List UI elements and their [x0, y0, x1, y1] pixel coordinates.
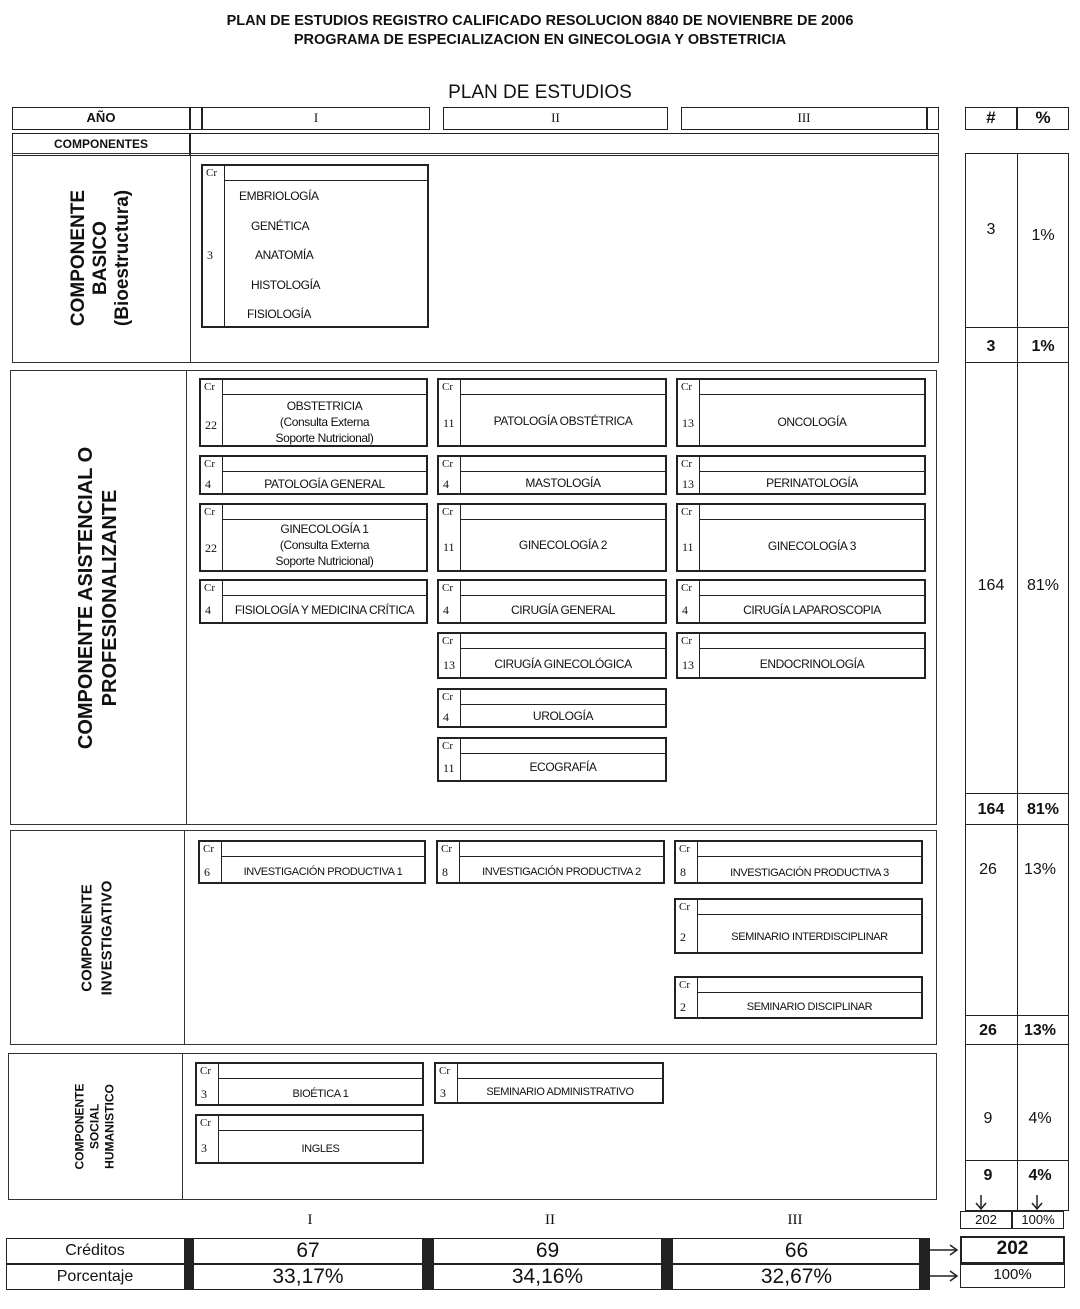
section-divider	[184, 830, 185, 1045]
cr-label: Cr	[679, 979, 690, 991]
total-credits: 202	[960, 1236, 1065, 1264]
course-basic-block	[201, 164, 429, 328]
course-name: SEMINARIO ADMINISTRATIVO	[486, 1086, 634, 1098]
cr-label: Cr	[206, 167, 217, 179]
course-credits: 4	[682, 603, 688, 617]
course-credits: 13	[682, 416, 694, 430]
course-box	[674, 898, 923, 954]
course-credits: 11	[443, 416, 455, 430]
course-box	[198, 840, 426, 884]
percent-year-1: 33,17%	[272, 1265, 344, 1288]
section-percent: 13%	[1023, 861, 1057, 878]
cr-label: Cr	[442, 506, 453, 518]
credits-year-3: 66	[784, 1239, 809, 1262]
cr-label: Cr	[679, 843, 690, 855]
grand-total-count: 202	[960, 1211, 1012, 1229]
course-credits: 4	[443, 603, 449, 617]
percent-year-2: 34,16%	[511, 1265, 584, 1288]
percent-label: Porcentaje	[56, 1268, 134, 1285]
course-box	[676, 632, 926, 679]
cr-label: Cr	[439, 1065, 450, 1077]
course-credits: 8	[680, 865, 686, 879]
course-name: EMBRIOLOGÍA	[239, 189, 319, 203]
course-credits: 13	[443, 658, 455, 672]
course-box	[437, 503, 667, 572]
course-box	[437, 688, 667, 728]
totals-year-3-label: III	[787, 1212, 803, 1228]
section-divider	[186, 370, 187, 825]
course-credits: 13	[682, 658, 694, 672]
course-credits: 6	[204, 865, 210, 879]
course-name: OBSTETRICIA (Consulta Externa Soporte Nutricional)	[275, 399, 374, 445]
course-name: SEMINARIO DISCIPLINAR	[746, 1001, 873, 1013]
document-title-line-2: PROGRAMA DE ESPECIALIZACION EN GINECOLOGIA Y OBSTETRICIA	[293, 32, 787, 48]
cr-label: Cr	[442, 458, 453, 470]
course-name: INVESTIGACIÓN PRODUCTIVA 3	[730, 867, 889, 879]
course-name: CIRUGÍA GENERAL	[510, 603, 616, 617]
section-basico-label: COMPONENTE BASICO (Bioestructura)	[68, 189, 133, 327]
section-total-count: 9	[983, 1167, 993, 1184]
cr-label: Cr	[681, 381, 692, 393]
stats-divider	[1017, 153, 1018, 1211]
cr-label: Cr	[681, 458, 692, 470]
section-total-count: 26	[979, 1022, 997, 1039]
course-name: GINECOLOGÍA 3	[767, 539, 857, 553]
course-name: GINECOLOGÍA 1 (Consulta Externa Soporte Nutricional)	[275, 522, 374, 568]
course-credits: 22	[205, 418, 217, 432]
section-social-label: COMPONENTE SOCIAL HUMANISTICO	[72, 1083, 117, 1170]
course-box	[676, 378, 926, 447]
column-separator	[661, 1238, 673, 1290]
percent-year-3: 32,67%	[760, 1265, 833, 1288]
course-box	[434, 1062, 664, 1104]
course-box	[199, 378, 428, 447]
stats-section-line	[965, 362, 1069, 363]
stats-section-line	[965, 1044, 1069, 1045]
year-3-header: III	[681, 107, 927, 130]
cr-label: Cr	[681, 506, 692, 518]
course-box	[199, 455, 428, 495]
credits-year-1: 67	[296, 1239, 320, 1262]
course-name: MASTOLOGÍA	[525, 476, 601, 490]
course-name: INGLES	[301, 1143, 340, 1155]
cr-label: Cr	[200, 1065, 211, 1077]
arrow-right-icon	[930, 1240, 962, 1288]
course-box	[437, 632, 667, 679]
cr-label: Cr	[204, 458, 215, 470]
column-separator	[422, 1238, 434, 1290]
stats-subtotal-line	[965, 1015, 1069, 1016]
course-credits: 22	[205, 541, 217, 555]
course-credits: 3	[440, 1086, 446, 1100]
cr-label: Cr	[204, 582, 215, 594]
section-divider	[190, 153, 191, 363]
cr-label: Cr	[204, 381, 215, 393]
course-name: GINECOLOGÍA 2	[518, 538, 608, 552]
course-credits: 11	[682, 540, 694, 554]
credits-year-2: 69	[535, 1239, 560, 1262]
course-name: BIOÉTICA 1	[292, 1088, 349, 1100]
course-credits: 11	[443, 761, 455, 775]
cr-label: Cr	[200, 1117, 211, 1129]
course-credits: 2	[680, 930, 686, 944]
column-separator	[184, 1238, 194, 1290]
course-box	[436, 840, 665, 884]
course-name: CIRUGÍA GINECOLÓGICA	[494, 657, 632, 671]
cr-label: Cr	[442, 582, 453, 594]
section-count: 164	[977, 577, 1005, 594]
course-box	[199, 579, 428, 624]
cr-label: Cr	[442, 635, 453, 647]
course-box	[676, 579, 926, 624]
course-name: INVESTIGACIÓN PRODUCTIVA 2	[482, 866, 641, 878]
section-percent: 1%	[1031, 227, 1055, 244]
course-name: PATOLOGÍA GENERAL	[264, 477, 385, 491]
course-box	[437, 737, 667, 782]
cr-label: Cr	[204, 506, 215, 518]
course-credits: 4	[205, 603, 211, 617]
course-name: PATOLOGÍA OBSTÉTRICA	[493, 414, 633, 428]
header-spacer	[190, 107, 202, 130]
components-header: COMPONENTES	[12, 133, 190, 156]
totals-year-1-label: I	[307, 1212, 313, 1228]
totals-year-2-label: II	[545, 1212, 555, 1228]
course-credits: 3	[201, 1141, 207, 1155]
course-name: FISIOLOGÍA	[247, 307, 312, 321]
course-box	[437, 455, 667, 495]
year-2-header: II	[443, 107, 668, 130]
course-name: ONCOLOGÍA	[777, 415, 847, 429]
course-name: CIRUGÍA LAPAROSCOPIA	[743, 603, 881, 617]
section-divider	[182, 1053, 183, 1200]
course-box	[674, 976, 923, 1019]
course-box	[437, 378, 667, 447]
section-total-percent: 13%	[1023, 1022, 1057, 1039]
percent-header: %	[1017, 107, 1069, 130]
course-credits: 3	[201, 1087, 207, 1101]
section-asistencial-label: COMPONENTE ASISTENCIAL O PROFESIONALIZANTE	[75, 446, 121, 749]
cr-label: Cr	[203, 843, 214, 855]
cr-label: Cr	[681, 582, 692, 594]
course-credits: 2	[680, 1000, 686, 1014]
course-credits: 4	[443, 710, 449, 724]
section-percent: 81%	[1026, 577, 1060, 594]
course-name: GENÉTICA	[251, 219, 310, 233]
cr-label: Cr	[441, 843, 452, 855]
course-credits: 4	[205, 477, 211, 491]
credits-label: Créditos	[65, 1242, 125, 1259]
course-name: ECOGRAFÍA	[529, 760, 597, 774]
section-total-count: 3	[986, 338, 996, 355]
plan-title: PLAN DE ESTUDIOS	[448, 82, 632, 103]
course-box	[676, 503, 926, 572]
course-name: INVESTIGACIÓN PRODUCTIVA 1	[243, 866, 403, 878]
cr-label: Cr	[679, 901, 690, 913]
course-name: HISTOLOGÍA	[251, 278, 321, 292]
course-box	[674, 840, 923, 884]
section-count: 26	[979, 861, 997, 878]
count-header: #	[965, 107, 1017, 130]
section-total-percent: 81%	[1026, 801, 1060, 818]
course-box	[195, 1062, 424, 1106]
grand-total-percent: 100%	[1012, 1211, 1064, 1229]
section-total-percent: 4%	[1028, 1167, 1052, 1184]
stats-subtotal-line	[965, 793, 1069, 794]
total-percent: 100%	[960, 1264, 1065, 1288]
section-count: 3	[986, 221, 996, 238]
course-name: ENDOCRINOLOGÍA	[759, 657, 865, 671]
course-name: PERINATOLOGÍA	[766, 476, 858, 490]
section-total-count: 164	[977, 801, 1005, 818]
course-credits: 11	[443, 540, 455, 554]
course-credits: 8	[442, 865, 448, 879]
section-investigativo-label: COMPONENTE INVESTIGATIVO	[77, 880, 115, 995]
year-1-header: I	[202, 107, 430, 130]
course-box	[199, 503, 428, 572]
document-title-line-1: PLAN DE ESTUDIOS REGISTRO CALIFICADO RESOLUCION 8840 DE NOVIENBRE DE 2006	[226, 13, 854, 29]
course-name: ANATOMÍA	[255, 248, 314, 262]
stats-subtotal-line	[965, 1160, 1069, 1161]
stats-section-line	[965, 824, 1069, 825]
course-box	[676, 455, 926, 495]
course-credits: 4	[443, 477, 449, 491]
cr-label: Cr	[442, 381, 453, 393]
cr-label: Cr	[442, 691, 453, 703]
course-credits: 3	[207, 248, 213, 262]
section-percent: 4%	[1028, 1110, 1052, 1127]
column-separator	[920, 1238, 930, 1290]
section-count: 9	[983, 1110, 993, 1127]
course-name: FISIOLOGÍA Y MEDICINA CRÍTICA	[234, 603, 415, 617]
course-box	[437, 579, 667, 624]
course-name: UROLOGÍA	[532, 709, 594, 723]
course-name: SEMINARIO INTERDISCIPLINAR	[731, 931, 888, 943]
stats-subtotal-line	[965, 327, 1069, 328]
course-credits: 13	[682, 477, 694, 491]
header-spacer	[927, 107, 939, 130]
section-total-percent: 1%	[1031, 338, 1055, 355]
year-header: AÑO	[12, 107, 190, 130]
course-box	[195, 1114, 424, 1164]
cr-label: Cr	[442, 740, 453, 752]
cr-label: Cr	[681, 635, 692, 647]
